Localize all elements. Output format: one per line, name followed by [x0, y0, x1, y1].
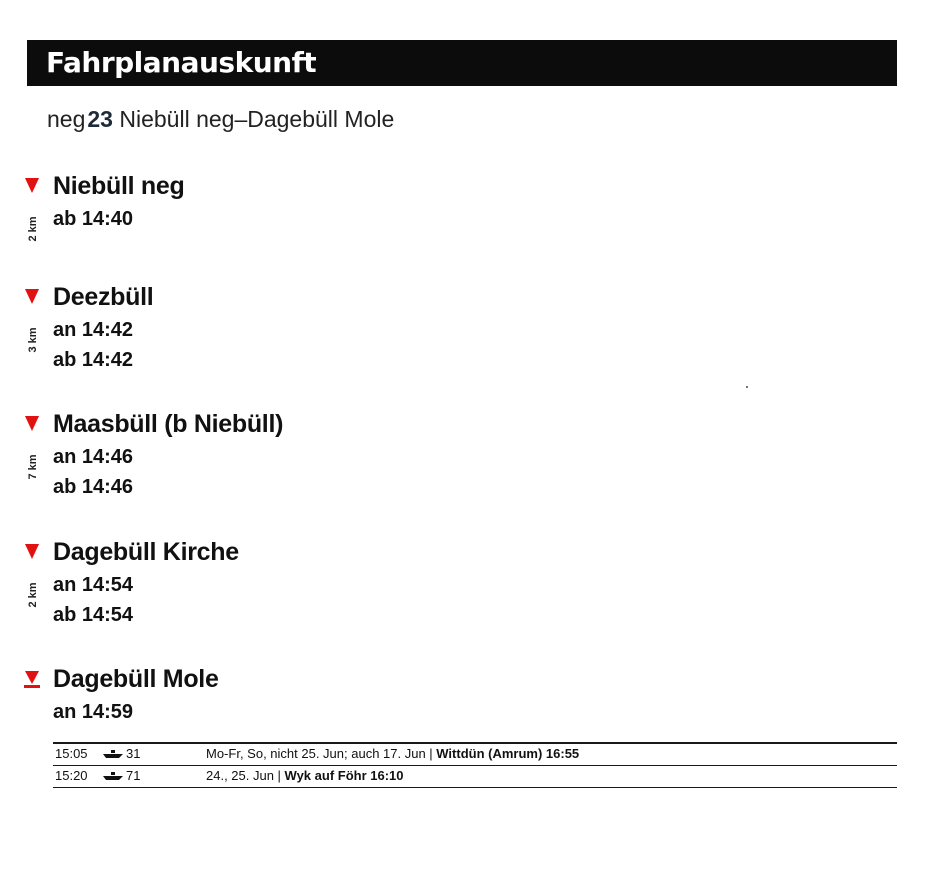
stop-name: Maasbüll (b Niebüll) — [53, 410, 284, 438]
stop-name: Niebüll neg — [53, 172, 185, 200]
table-row — [53, 744, 897, 764]
connection-info — [206, 744, 579, 764]
connection-time: 15:20 — [55, 768, 88, 783]
ship-icon — [103, 744, 123, 764]
table-bottom-rule — [53, 787, 897, 788]
connection-line: 71 — [126, 768, 141, 783]
route-number: 23 — [87, 106, 113, 132]
table-row — [53, 766, 897, 786]
speck — [746, 386, 748, 388]
stop-name: Dagebüll Mole — [53, 665, 219, 693]
stop-arrival: an 14:59 — [53, 701, 134, 723]
route-line — [47, 104, 394, 134]
stop-marker-icon — [25, 178, 39, 193]
stop-departure: ab 14:42 — [53, 349, 134, 371]
stop-marker-icon — [25, 544, 39, 559]
stop-arrival: an 14:42 — [53, 319, 134, 341]
route-prefix: neg — [47, 106, 86, 132]
route-name: Niebüll neg–Dagebüll Mole — [119, 106, 395, 132]
ship-icon — [103, 766, 123, 786]
terminus-bar — [24, 685, 40, 688]
stop-departure: ab 14:40 — [53, 208, 134, 230]
connection-line: 31 — [126, 746, 141, 761]
stop-departure: ab 14:54 — [53, 604, 134, 626]
stop-name: Deezbüll — [53, 283, 154, 311]
segment-distance: 7 km — [27, 454, 39, 480]
segment-distance: 2 km — [27, 582, 39, 608]
connection-days: Mo-Fr, So, nicht 25. Jun; auch 17. Jun | — [206, 746, 437, 761]
stop-departure: ab 14:46 — [53, 476, 134, 498]
page-title: Fahrplanauskunft — [46, 46, 317, 79]
connection-info — [206, 766, 404, 786]
header-bar — [27, 40, 897, 86]
connection-time: 15:05 — [55, 746, 88, 761]
stop-name: Dagebüll Kirche — [53, 538, 239, 566]
terminus-marker-icon — [25, 671, 39, 684]
connection-days: 24., 25. Jun | — [206, 768, 285, 783]
stop-marker-icon — [25, 416, 39, 431]
stop-marker-icon — [25, 289, 39, 304]
segment-distance: 3 km — [27, 327, 39, 353]
segment-distance: 2 km — [27, 216, 39, 242]
stop-arrival: an 14:46 — [53, 446, 134, 468]
connection-destination: Wyk auf Föhr 16:10 — [284, 768, 404, 783]
connection-destination: Wittdün (Amrum) 16:55 — [436, 746, 580, 761]
stop-arrival: an 14:54 — [53, 574, 134, 596]
